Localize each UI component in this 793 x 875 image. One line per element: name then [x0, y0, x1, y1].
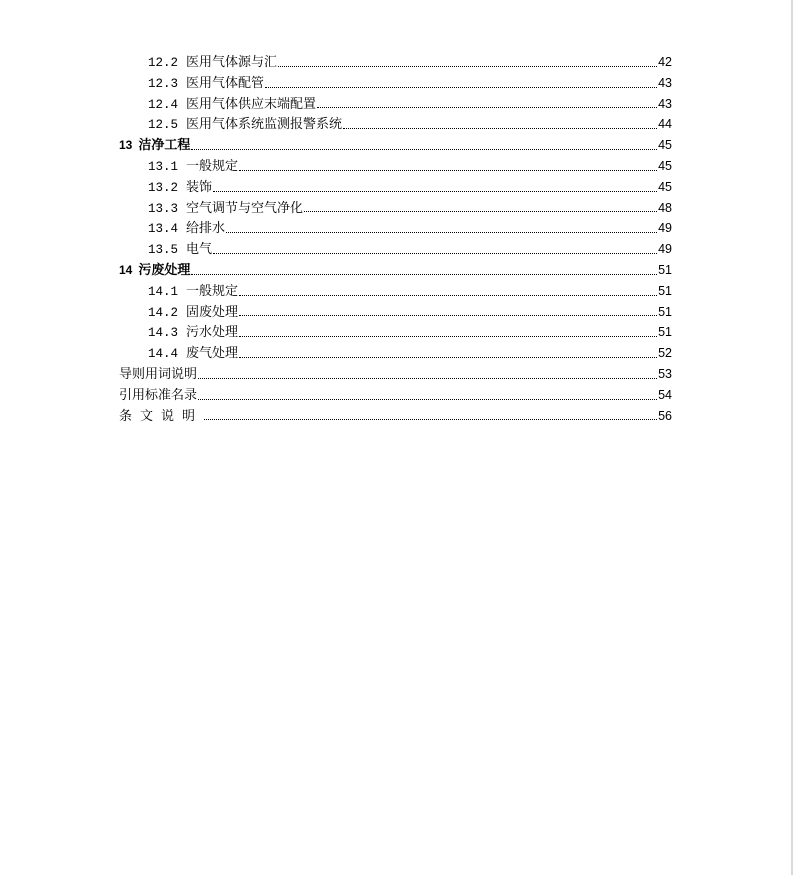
toc-entry[interactable] [0, 177, 672, 198]
toc-appendix[interactable] [0, 364, 672, 385]
toc-chapter-title: 洁净工程 [138, 138, 191, 154]
toc-chapter[interactable] [0, 260, 672, 281]
dot-leader [317, 106, 657, 108]
toc-entry-page: 49 [658, 221, 672, 236]
dot-leader [343, 127, 657, 129]
toc-entry-number: 14.2 [148, 305, 179, 320]
toc-entry-number: 13.3 [148, 201, 179, 216]
toc-chapter[interactable] [0, 135, 672, 156]
toc-appendix[interactable] [0, 385, 672, 406]
dot-leader [239, 169, 657, 171]
toc-entry-title: 一般规定 [186, 283, 239, 299]
dot-leader [239, 294, 657, 296]
toc-entry-number: 13.4 [148, 222, 179, 237]
toc-entry-number: 13.2 [148, 180, 179, 195]
toc-entry-title: 医用气体系统监测报警系统 [186, 117, 343, 133]
toc-entry-number: 12.5 [148, 118, 179, 133]
toc-appendix-page: 54 [658, 387, 672, 402]
dot-leader [213, 190, 657, 192]
toc-appendix-title: 导则用词说明 [119, 366, 198, 382]
toc-entry-title: 电气 [186, 242, 213, 258]
dot-leader [191, 273, 657, 275]
toc-entry-page: 45 [658, 158, 672, 173]
toc-entry-number: 12.3 [148, 76, 179, 91]
toc-entry-title: 医用气体源与汇 [186, 55, 278, 70]
toc-entry[interactable] [0, 281, 672, 302]
toc-entry[interactable] [0, 302, 672, 323]
dot-leader [239, 356, 657, 358]
toc-entry-title: 医用气体配管 [186, 75, 265, 91]
toc-entry-page: 52 [658, 346, 672, 361]
dot-leader [239, 335, 657, 337]
toc-entry-page: 51 [658, 304, 672, 319]
dot-leader [204, 418, 657, 420]
toc-entry-number: 12.4 [148, 97, 179, 112]
toc-entry-title: 医用气体供应末端配置 [186, 96, 317, 112]
toc-appendix-page: 56 [658, 408, 672, 423]
toc-entry[interactable] [0, 156, 672, 177]
toc-entry-page: 44 [658, 117, 672, 132]
toc-chapter-title: 污废处理 [138, 262, 191, 278]
toc-entry[interactable] [0, 94, 672, 115]
toc-entry[interactable] [0, 218, 672, 239]
table-of-contents [0, 52, 793, 426]
toc-entry-number: 12.2 [148, 56, 179, 70]
toc-entry-title: 给排水 [186, 221, 226, 237]
toc-entry-page: 51 [658, 283, 672, 298]
toc-entry-number: 13.5 [148, 243, 179, 258]
toc-entry[interactable] [0, 322, 672, 343]
toc-chapter-page: 51 [658, 262, 672, 277]
dot-leader [304, 210, 657, 212]
toc-chapter-page: 45 [658, 138, 672, 153]
toc-entry-title: 装饰 [186, 179, 213, 195]
toc-entry-page: 43 [658, 75, 672, 90]
toc-chapter-number: 13 [119, 138, 133, 153]
toc-entry-page: 43 [658, 96, 672, 111]
toc-appendix-title: 引用标准名录 [119, 387, 198, 403]
toc-appendix-page: 53 [658, 366, 672, 381]
toc-entry-number: 14.3 [148, 326, 179, 341]
toc-entry-title: 污水处理 [186, 325, 239, 341]
toc-appendix[interactable] [0, 406, 672, 427]
dot-leader [239, 314, 657, 316]
dot-leader [198, 377, 657, 379]
toc-entry[interactable] [0, 343, 672, 364]
toc-entry[interactable] [0, 73, 672, 94]
dot-leader [265, 86, 657, 88]
dot-leader [191, 148, 657, 150]
toc-entry[interactable] [0, 239, 672, 260]
toc-entry-title: 空气调节与空气净化 [186, 200, 304, 216]
dot-leader [198, 398, 657, 400]
dot-leader [213, 252, 657, 254]
toc-entry-title: 固废处理 [186, 304, 239, 320]
toc-appendix-title: 条文说明 [119, 408, 204, 424]
toc-entry-number: 13.1 [148, 159, 179, 174]
toc-entry-page: 42 [658, 55, 672, 69]
toc-entry[interactable] [0, 52, 672, 73]
toc-chapter-number: 14 [119, 262, 133, 277]
dot-leader [278, 65, 657, 67]
toc-entry-title: 一般规定 [186, 158, 239, 174]
toc-entry-number: 14.4 [148, 347, 179, 362]
toc-entry-title: 废气处理 [186, 346, 239, 362]
dot-leader [226, 231, 657, 233]
toc-entry-page: 51 [658, 325, 672, 340]
toc-entry-page: 48 [658, 200, 672, 215]
toc-entry-page: 49 [658, 242, 672, 257]
toc-entry[interactable] [0, 198, 672, 219]
toc-entry[interactable] [0, 114, 672, 135]
toc-entry-page: 45 [658, 179, 672, 194]
toc-entry-number: 14.1 [148, 284, 179, 299]
